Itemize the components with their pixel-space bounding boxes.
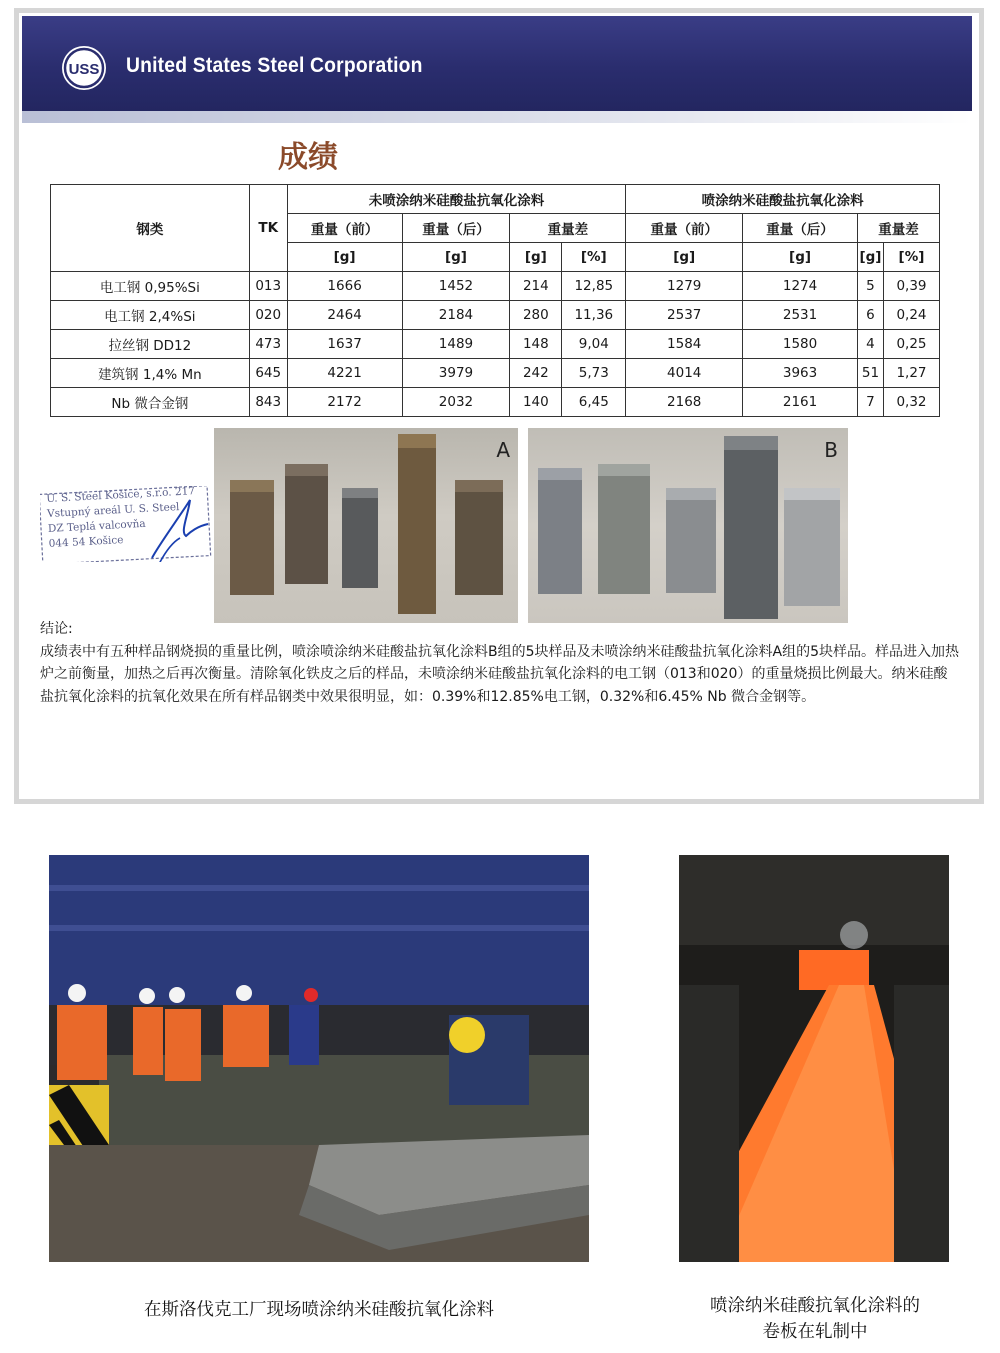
- table-row: [51, 359, 940, 388]
- value-cell: 6,45: [562, 388, 626, 417]
- unit-cell: [g]: [402, 243, 510, 272]
- sample-photo-a: [214, 428, 518, 623]
- value-cell: 2032: [402, 388, 510, 417]
- caption-rolling-line-2: 卷板在轧制中: [762, 1322, 868, 1342]
- stamp-line-4: 044 54 Košice: [48, 534, 124, 550]
- factory-scene-illustration: [49, 855, 589, 1262]
- b-weight-before-header: 重量（前）: [626, 214, 743, 243]
- value-cell: 1637: [287, 330, 402, 359]
- photo-label-b: B: [824, 438, 838, 462]
- value-cell: 1,27: [883, 359, 939, 388]
- value-cell: 5,73: [562, 359, 626, 388]
- stamp-line-2: Vstupný areál U. S. Steel: [46, 501, 180, 520]
- conclusion-body: 成绩表中有五种样品钢烧损的重量比例，喷涂喷涂纳米硅酸盐抗氧化涂料B组的5块样品及未喷涂纳米硅酸盐抗氧化涂料A组的5块样品。样品进入加热炉之前衡量，加热之后再次衡量。清除氧化铁皮之后的样品，未喷涂纳米硅酸盐抗氧化涂料的电工钢（013和020）的重量烧损比例最大。纳米硅酸盐抗氧化涂料的抗氧化效果在所有样品钢类中效果很明显，如：0.39%和12.85%电工钢，0.32%和6.45% Nb 微合金钢等。: [40, 643, 959, 705]
- a-weight-after-header: 重量（后）: [402, 214, 510, 243]
- uss-logo-icon: [60, 44, 108, 92]
- sample-photo-b: [528, 428, 848, 623]
- value-cell: 4: [857, 330, 883, 359]
- value-cell: 1580: [743, 330, 858, 359]
- table-row: [51, 388, 940, 417]
- table-header-row-1: [51, 185, 940, 214]
- table-row: [51, 301, 940, 330]
- value-cell: 1279: [626, 272, 743, 301]
- caption-rolling: [670, 1293, 960, 1345]
- value-cell: 5: [857, 272, 883, 301]
- unit-cell: [g]: [510, 243, 562, 272]
- value-cell: 4014: [626, 359, 743, 388]
- value-cell: 280: [510, 301, 562, 330]
- corporation-name: United States Steel Corporation: [126, 54, 423, 77]
- value-cell: 1274: [743, 272, 858, 301]
- value-cell: 2464: [287, 301, 402, 330]
- tk-cell: 645: [249, 359, 287, 388]
- tk-cell: 013: [249, 272, 287, 301]
- value-cell: 0,32: [883, 388, 939, 417]
- hot-strip-illustration: [679, 855, 949, 1262]
- tk-cell: 473: [249, 330, 287, 359]
- value-cell: 12,85: [562, 272, 626, 301]
- unit-cell: [%]: [562, 243, 626, 272]
- stamp-line-3: DZ Teplá valcovňa: [47, 517, 146, 535]
- value-cell: 2168: [626, 388, 743, 417]
- value-cell: 1489: [402, 330, 510, 359]
- factory-spraying-photo: [49, 855, 589, 1262]
- value-cell: 2172: [287, 388, 402, 417]
- value-cell: 148: [510, 330, 562, 359]
- value-cell: 0,39: [883, 272, 939, 301]
- value-cell: 1452: [402, 272, 510, 301]
- value-cell: 140: [510, 388, 562, 417]
- b-weight-after-header: 重量（后）: [743, 214, 858, 243]
- unit-cell: [g]: [287, 243, 402, 272]
- banner-underline: [22, 111, 972, 123]
- b-weight-diff-header: 重量差: [857, 214, 939, 243]
- value-cell: 3963: [743, 359, 858, 388]
- stamp-line-1: U. S. Steel Košice, s.r.o. 217: [46, 485, 196, 505]
- rolling-mill-photo: [679, 855, 949, 1262]
- conclusion-heading: 结论:: [40, 621, 73, 637]
- rusty-samples-illustration: [214, 428, 518, 623]
- unit-cell: [g]: [743, 243, 858, 272]
- tk-cell: 843: [249, 388, 287, 417]
- table-row: [51, 330, 940, 359]
- value-cell: 214: [510, 272, 562, 301]
- unit-cell: [g]: [626, 243, 743, 272]
- table-row: [51, 272, 940, 301]
- photo-label-a: A: [496, 438, 510, 462]
- value-cell: 2537: [626, 301, 743, 330]
- steel-type-cell: 拉丝钢 DD12: [51, 330, 250, 359]
- a-weight-diff-header: 重量差: [510, 214, 626, 243]
- value-cell: 7: [857, 388, 883, 417]
- results-table: [50, 184, 940, 417]
- tk-cell: 020: [249, 301, 287, 330]
- conclusion-block: [40, 618, 960, 708]
- logo-text: USS: [68, 61, 100, 78]
- coated-samples-illustration: [528, 428, 848, 623]
- steel-type-cell: 电工钢 2,4%Si: [51, 301, 250, 330]
- group-b-header: 喷涂纳米硅酸盐抗氧化涂料: [626, 185, 940, 214]
- value-cell: 0,25: [883, 330, 939, 359]
- value-cell: 242: [510, 359, 562, 388]
- value-cell: 9,04: [562, 330, 626, 359]
- group-a-header: 未喷涂纳米硅酸盐抗氧化涂料: [287, 185, 626, 214]
- section-title: 成绩: [278, 140, 338, 175]
- value-cell: 4221: [287, 359, 402, 388]
- value-cell: 51: [857, 359, 883, 388]
- steel-type-cell: Nb 微合金钢: [51, 388, 250, 417]
- unit-cell: [g]: [857, 243, 883, 272]
- tk-header: TK: [249, 185, 287, 272]
- steel-type-header: 钢类: [51, 185, 250, 272]
- steel-type-cell: 建筑钢 1,4% Mn: [51, 359, 250, 388]
- unit-cell: [%]: [883, 243, 939, 272]
- steel-type-cell: 电工钢 0,95%Si: [51, 272, 250, 301]
- value-cell: 2531: [743, 301, 858, 330]
- a-weight-before-header: 重量（前）: [287, 214, 402, 243]
- value-cell: 1666: [287, 272, 402, 301]
- value-cell: 2161: [743, 388, 858, 417]
- value-cell: 11,36: [562, 301, 626, 330]
- value-cell: 2184: [402, 301, 510, 330]
- caption-spraying: 在斯洛伐克工厂现场喷涂纳米硅酸抗氧化涂料: [144, 1300, 494, 1320]
- value-cell: 3979: [402, 359, 510, 388]
- value-cell: 6: [857, 301, 883, 330]
- company-stamp: [40, 486, 212, 562]
- value-cell: 0,24: [883, 301, 939, 330]
- value-cell: 1584: [626, 330, 743, 359]
- caption-rolling-line-1: 喷涂纳米硅酸抗氧化涂料的: [710, 1296, 920, 1316]
